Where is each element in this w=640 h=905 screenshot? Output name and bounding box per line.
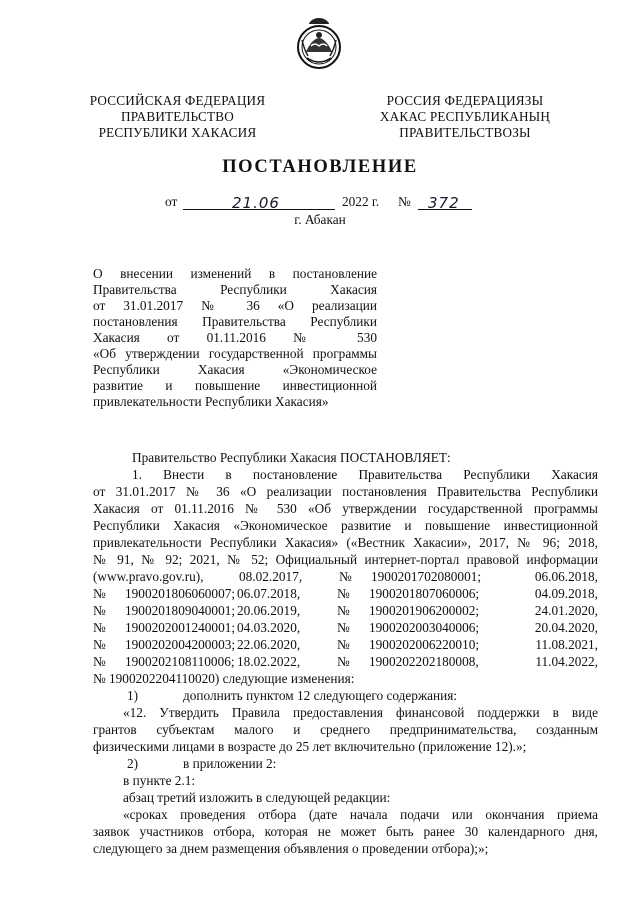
pravo-site: (www.pravo.gov.ru),	[93, 569, 204, 584]
header-right-line: ХАКАС РЕСПУБЛИКАНЫҢ	[379, 109, 551, 124]
abzac-line: абзац третий изложить в следующей редакции:	[123, 790, 391, 805]
paragraph-line: 1. Внести в постановление Правительства Республики Хакасия	[132, 467, 598, 482]
header-left-line: ПРАВИТЕЛЬСТВО	[121, 109, 234, 124]
registry-date: 24.01.2020,	[534, 603, 598, 618]
quote-line: физическими лицами в возрасте до 25 лет включительно (приложение 12).»;	[93, 739, 527, 754]
header-left-line: РЕСПУБЛИКИ ХАКАСИЯ	[98, 125, 257, 140]
document-title: ПОСТАНОВЛЕНИЕ	[222, 157, 418, 177]
pravo-line	[93, 568, 598, 585]
date-year: 2022 г.	[342, 194, 380, 209]
subject-line: «Об утверждении государственной программы	[93, 346, 377, 361]
registry-num-sign: №	[337, 654, 350, 669]
handwritten-number: 372	[428, 194, 460, 212]
registry-number: 1900202003040006;	[369, 620, 480, 635]
list-item-number: 1)	[127, 688, 139, 703]
registry-date: 06.07.2018,	[237, 586, 301, 601]
registry-num-sign: №	[337, 603, 350, 618]
registry-row	[93, 636, 598, 653]
registry-num-sign: №	[93, 620, 106, 635]
header-right-line: ПРАВИТЕЛЬСТВОЗЫ	[399, 125, 531, 140]
handwritten-date: 21.06	[232, 194, 280, 212]
registry-num-sign: №	[93, 603, 106, 618]
coat-of-arms-emblem	[294, 16, 344, 70]
pravo-num-sign: №	[339, 569, 352, 584]
paragraph-line: от 31.01.2017 № 36 «О реализации постановления Правительства Республики	[93, 484, 598, 499]
header-right-line: РОССИЯ ФЕДЕРАЦИЯЗЫ	[386, 93, 544, 108]
registry-date: 20.04.2020,	[534, 620, 598, 635]
registry-date: 22.06.2020,	[237, 637, 301, 652]
preamble: Правительство Республики Хакасия ПОСТАНОВЛЯЕТ:	[132, 450, 451, 465]
quote-line: «12. Утвердить Правила предоставления финансовой поддержки в виде	[123, 705, 598, 720]
pravo-next-date: 06.06.2018,	[534, 569, 598, 584]
registry-date: 04.09.2018,	[534, 586, 598, 601]
list-item-text: дополнить пунктом 12 следующего содержания:	[183, 688, 458, 703]
registry-num-sign: №	[93, 654, 106, 669]
registry-number: 1900202004200003;	[125, 637, 236, 652]
registry-number: 1900202202180008,	[369, 654, 479, 669]
subject-line: Хакасия от 01.11.2016 № 530	[93, 330, 377, 345]
document-subject	[93, 266, 377, 410]
city: г. Абакан	[294, 212, 346, 227]
registry-date: 04.03.2020,	[237, 620, 301, 635]
registry-date: 20.06.2019,	[237, 603, 301, 618]
registry-num-sign: №	[337, 637, 350, 652]
subject-line: от 31.01.2017 № 36 «О реализации	[93, 298, 377, 313]
header-left-line: РОССИЙСКАЯ ФЕДЕРАЦИЯ	[89, 93, 266, 108]
registry-number: 1900201906200002;	[369, 603, 480, 618]
pravo-date: 08.02.2017,	[239, 569, 303, 584]
subject-line: Правительства Республики Хакасия	[93, 282, 377, 297]
registry-number: 1900202006220010;	[369, 637, 480, 652]
registry-row	[93, 653, 598, 670]
registry-row	[93, 585, 598, 602]
registry-number: 1900201807060006;	[369, 586, 480, 601]
number-sign: №	[398, 194, 411, 209]
document-body	[93, 449, 598, 857]
registry-number: 1900201809040001;	[125, 603, 236, 618]
subject-line: Республики Хакасия «Экономическое	[93, 362, 377, 377]
quote-line: «сроках проведения отбора (дате начала подачи или окончания приема	[123, 807, 598, 822]
point-line: в пункте 2.1:	[123, 773, 196, 788]
registry-row	[93, 619, 598, 636]
subject-line: привлекательности Республики Хакасия»	[93, 394, 329, 409]
list-item-number: 2)	[127, 756, 139, 771]
registry-num-sign: №	[93, 637, 106, 652]
header-left	[80, 93, 275, 141]
paragraph-line: № 91, № 92; 2021, № 52; Официальный интернет-портал правовой информации	[93, 552, 598, 567]
subject-line: постановления Правительства Республики	[93, 314, 377, 329]
paragraph-line: Республики Хакасия «Экономическое развитие и повышение инвестиционной	[93, 518, 598, 533]
registry-date: 11.04.2022,	[535, 654, 598, 669]
quote-line: грантов субъектам малого и среднего предпринимательства, созданным	[93, 722, 598, 737]
registry-num-sign: №	[93, 586, 106, 601]
registry-number: 1900201806060007;	[125, 586, 236, 601]
quote-line: заявок участников отбора, которая не может быть ранее 30 календарного дня,	[93, 824, 598, 839]
subject-line: О внесении изменений в постановление	[93, 266, 377, 281]
registry-num-sign: №	[337, 620, 350, 635]
registry-number: 1900202001240001;	[125, 620, 236, 635]
paragraph-line: Хакасия от 01.11.2016 № 530 «Об утверждении государственной программы	[93, 501, 598, 516]
pravo-number: 1900201702080001;	[371, 569, 482, 584]
quote-line: следующего за днем размещения объявления о проведении отбора);»;	[93, 841, 489, 856]
registry-date: 18.02.2022,	[237, 654, 301, 669]
registry-num-sign: №	[337, 586, 350, 601]
date-prefix: от	[165, 194, 178, 209]
registry-date: 11.08.2021,	[535, 637, 598, 652]
list-item-1	[93, 687, 598, 704]
header-right	[355, 93, 575, 141]
registry-row	[93, 602, 598, 619]
subject-line: развитие и повышение инвестиционной	[93, 378, 377, 393]
list-item-text: в приложении 2:	[183, 756, 277, 771]
registry-last-line: № 1900202204110020) следующие изменения:	[93, 671, 355, 686]
list-item-2	[93, 755, 598, 772]
registry-number: 1900202108110006;	[125, 654, 235, 669]
paragraph-line: привлекательности Республики Хакасия» («Вестник Хакасии», 2017, № 96; 2018,	[93, 535, 598, 550]
date-number-line	[0, 191, 640, 213]
